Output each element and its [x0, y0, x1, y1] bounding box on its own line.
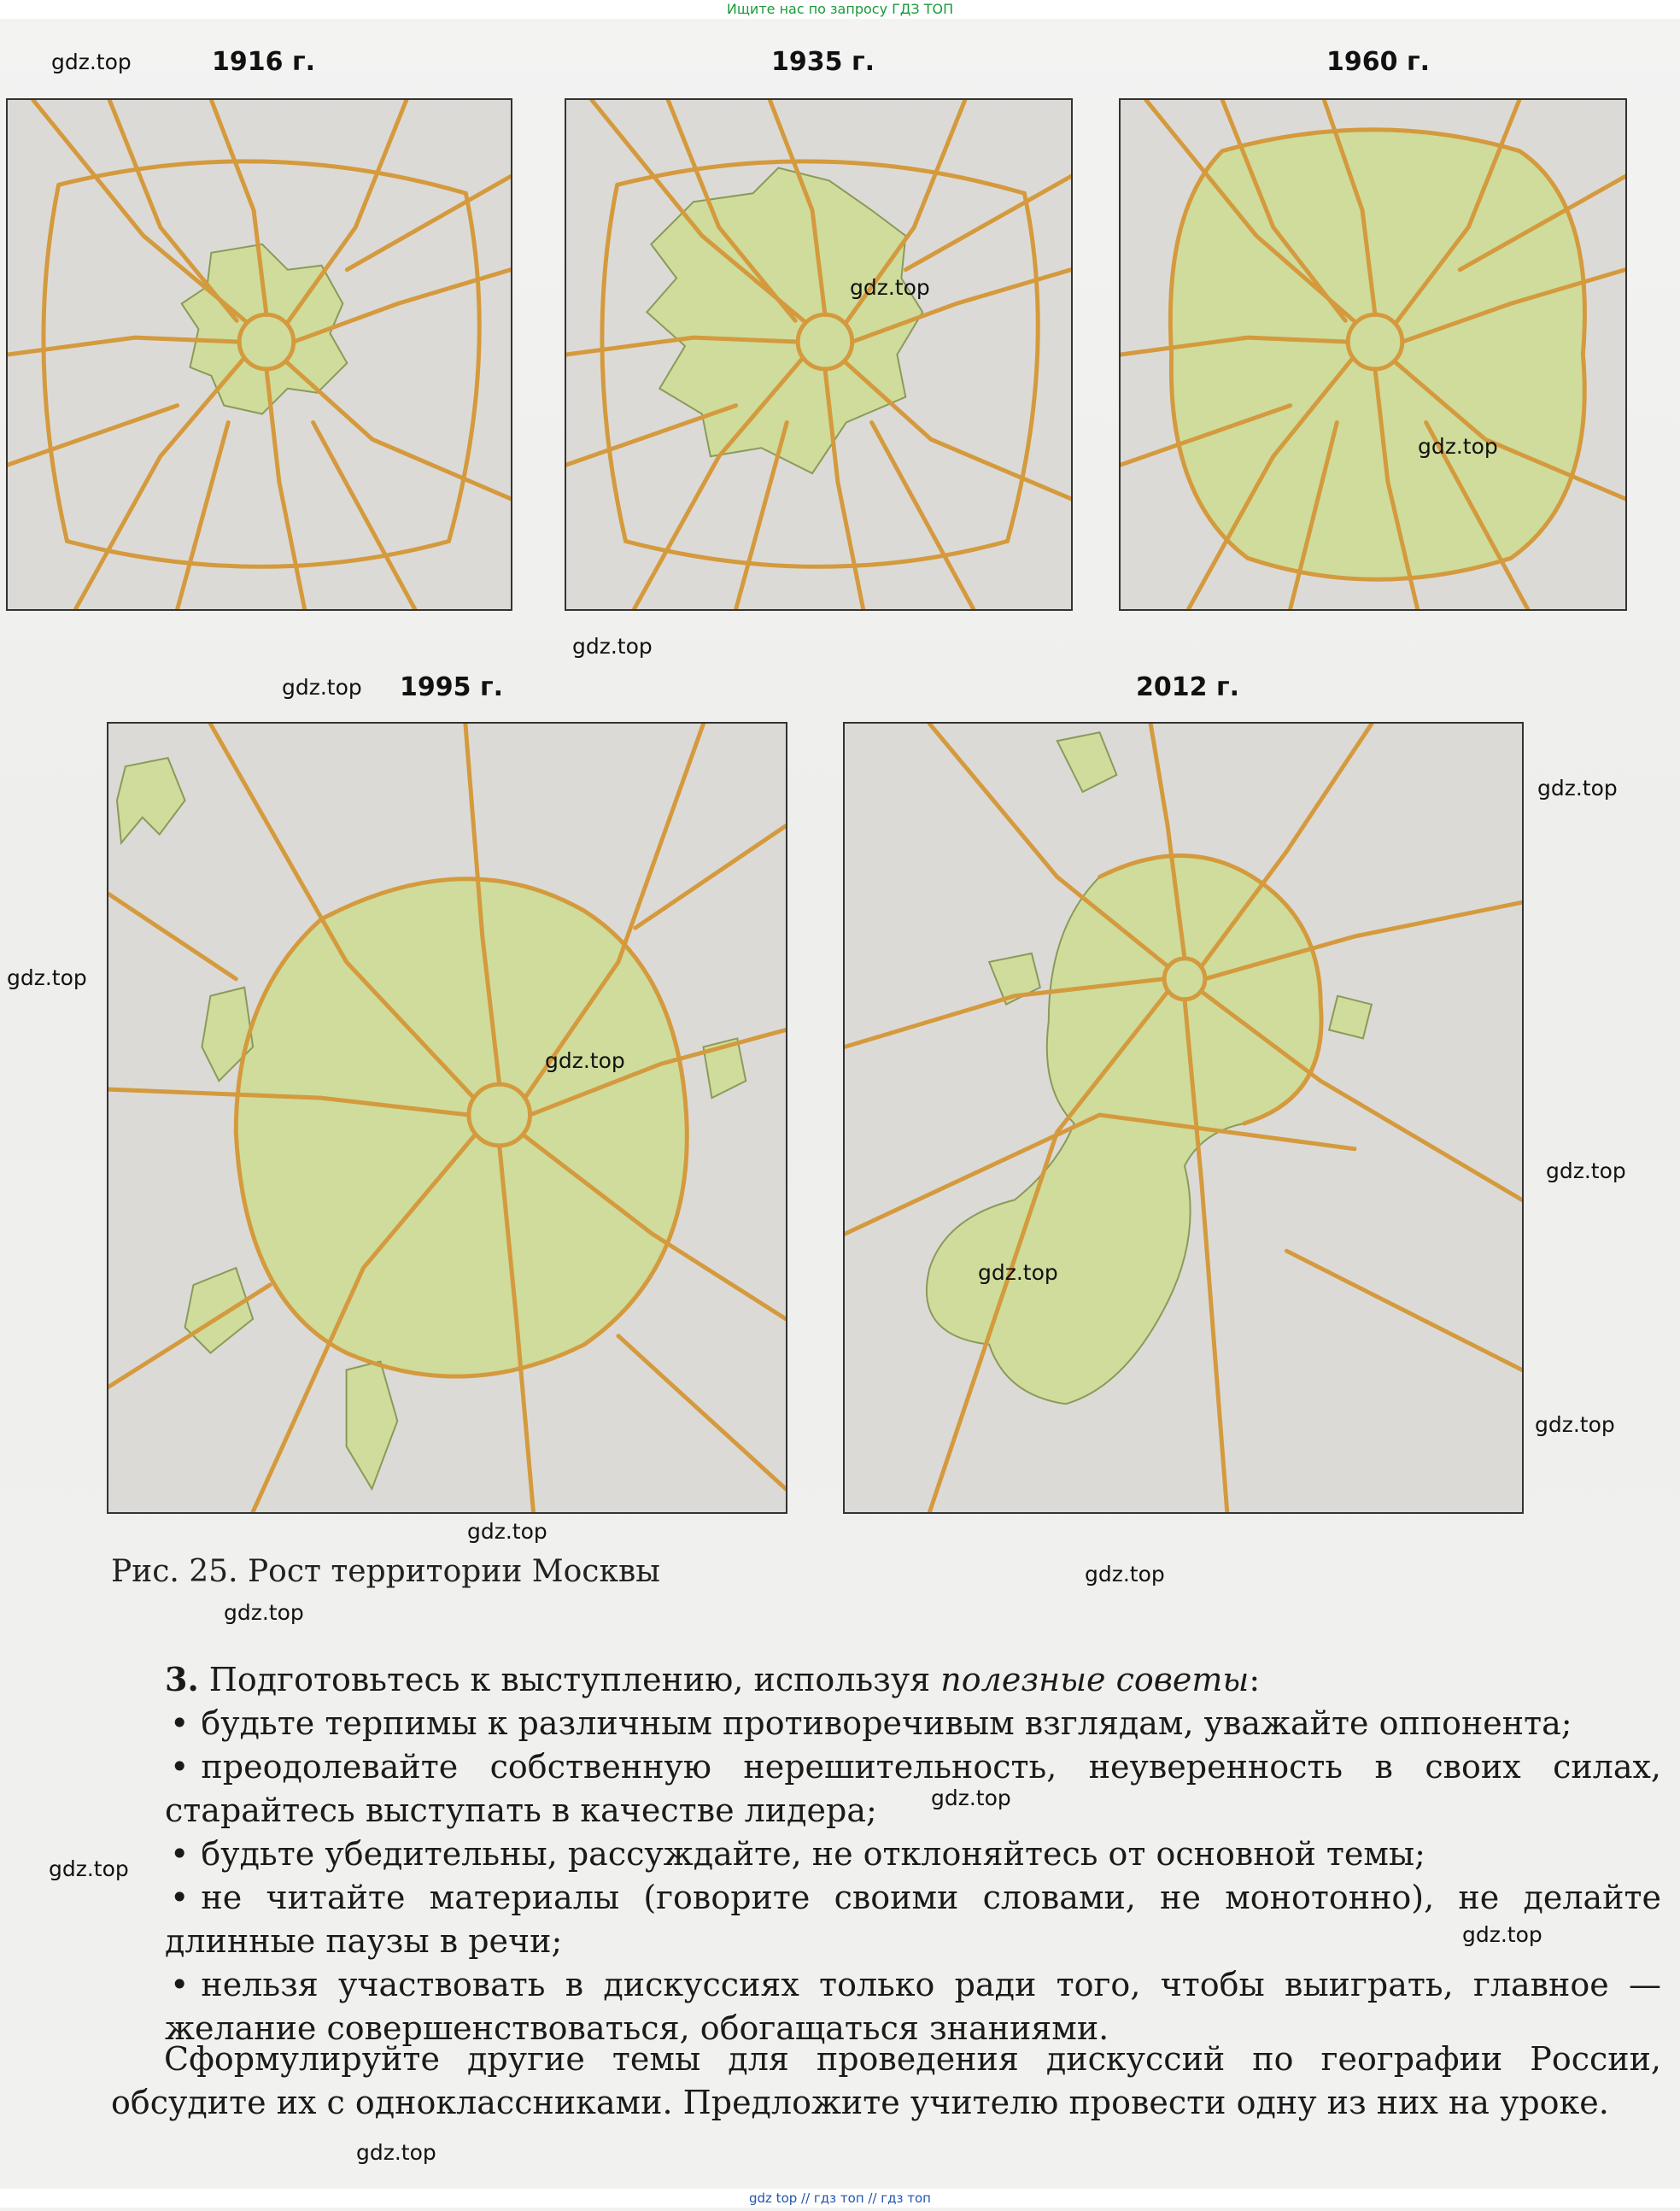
map-1935 — [565, 98, 1073, 611]
watermark: gdz.top — [49, 1856, 129, 1881]
watermark: gdz.top — [1535, 1412, 1615, 1437]
map-1916-svg — [8, 100, 511, 609]
list-item — [165, 1745, 1661, 1833]
territory-1960 — [1170, 130, 1584, 579]
list-item-text: нельзя участвовать в дискуссиях только ради того, чтобы выиграть, главное — желание совершенствоваться, обогащаться знаниями. — [165, 1966, 1661, 2047]
map-1960 — [1119, 98, 1627, 611]
watermark: gdz.top — [224, 1600, 304, 1625]
bullet-icon: • — [170, 1704, 190, 1742]
watermark: gdz.top — [1418, 434, 1498, 459]
section-intro — [165, 1657, 1661, 1702]
territory-2012-n — [1057, 732, 1117, 792]
list-item-text: будьте убедительны, рассуждайте, не отклоняйтесь от основной темы; — [201, 1835, 1425, 1873]
watermark: gdz.top — [850, 275, 930, 300]
territory-1995-sw — [185, 1268, 254, 1352]
map-2012-svg — [845, 724, 1522, 1512]
intro-italic: полезные советы — [940, 1661, 1250, 1698]
bullet-icon: • — [170, 1879, 190, 1916]
bullet-icon: • — [170, 1966, 190, 2003]
map-title-1935: 1935 г. — [771, 47, 875, 77]
list-item-text: не читайте материалы (говорите своими словами, не монотонно), не делайте длинные паузы в речи; — [165, 1879, 1661, 1960]
map-2012 — [843, 722, 1524, 1514]
watermark: gdz.top — [51, 50, 132, 74]
top-notice[interactable]: Ищите нас по запросу ГДЗ ТОП — [0, 0, 1680, 19]
map-title-1960: 1960 г. — [1326, 47, 1431, 77]
figure-caption: Рис. 25. Рост территории Москвы — [111, 1554, 660, 1589]
watermark: gdz.top — [931, 1786, 1011, 1810]
bullet-icon: • — [170, 1748, 190, 1786]
bullet-icon: • — [170, 1835, 190, 1873]
map-title-2012: 2012 г. — [1136, 672, 1240, 702]
territory-2012-e — [1329, 996, 1372, 1039]
watermark: gdz.top — [978, 1260, 1058, 1285]
intro-text: Подготовьтесь к выступлению, используя — [208, 1661, 941, 1698]
map-1995 — [107, 722, 787, 1514]
watermark: gdz.top — [1546, 1158, 1626, 1183]
watermark: gdz.top — [467, 1519, 547, 1544]
map-title-1916: 1916 г. — [212, 47, 316, 77]
watermark: gdz.top — [7, 965, 87, 990]
watermark: gdz.top — [1537, 776, 1618, 801]
intro-end: : — [1249, 1661, 1261, 1698]
watermark: gdz.top — [1085, 1562, 1165, 1586]
bottom-notice[interactable]: gdz top // гдз топ // гдз топ — [0, 2189, 1680, 2208]
territory-1995-nw — [117, 758, 185, 842]
watermark: gdz.top — [356, 2140, 436, 2165]
list-item — [165, 1876, 1661, 1963]
list-item — [165, 1833, 1661, 1876]
section-3 — [165, 1657, 1661, 2050]
list-item — [165, 1702, 1661, 1745]
map-1995-svg — [108, 724, 786, 1512]
task-text: Сформулируйте другие темы для проведения дискуссий по географии России, обсудите их с одноклассниками. Предложите учителю провести одну из них на уроке. — [111, 2040, 1661, 2121]
watermark: gdz.top — [282, 675, 362, 700]
list-item-text: будьте терпимы к различным противоречивым взглядам, уважайте оппонента; — [201, 1704, 1572, 1742]
watermark: gdz.top — [572, 634, 653, 659]
section-number: 3. — [165, 1660, 199, 1698]
watermark: gdz.top — [545, 1048, 625, 1073]
territory-2012 — [927, 856, 1321, 1405]
map-1935-svg — [566, 100, 1071, 609]
list-item-text: преодолевайте собственную нерешительность, неуверенность в своих силах, старайтесь выступать в качестве лидера; — [165, 1748, 1661, 1829]
territory-1995-s — [347, 1362, 398, 1489]
map-1960-svg — [1121, 100, 1625, 609]
map-1916 — [6, 98, 512, 611]
watermark: gdz.top — [1462, 1922, 1542, 1947]
map-title-1995: 1995 г. — [400, 672, 504, 702]
